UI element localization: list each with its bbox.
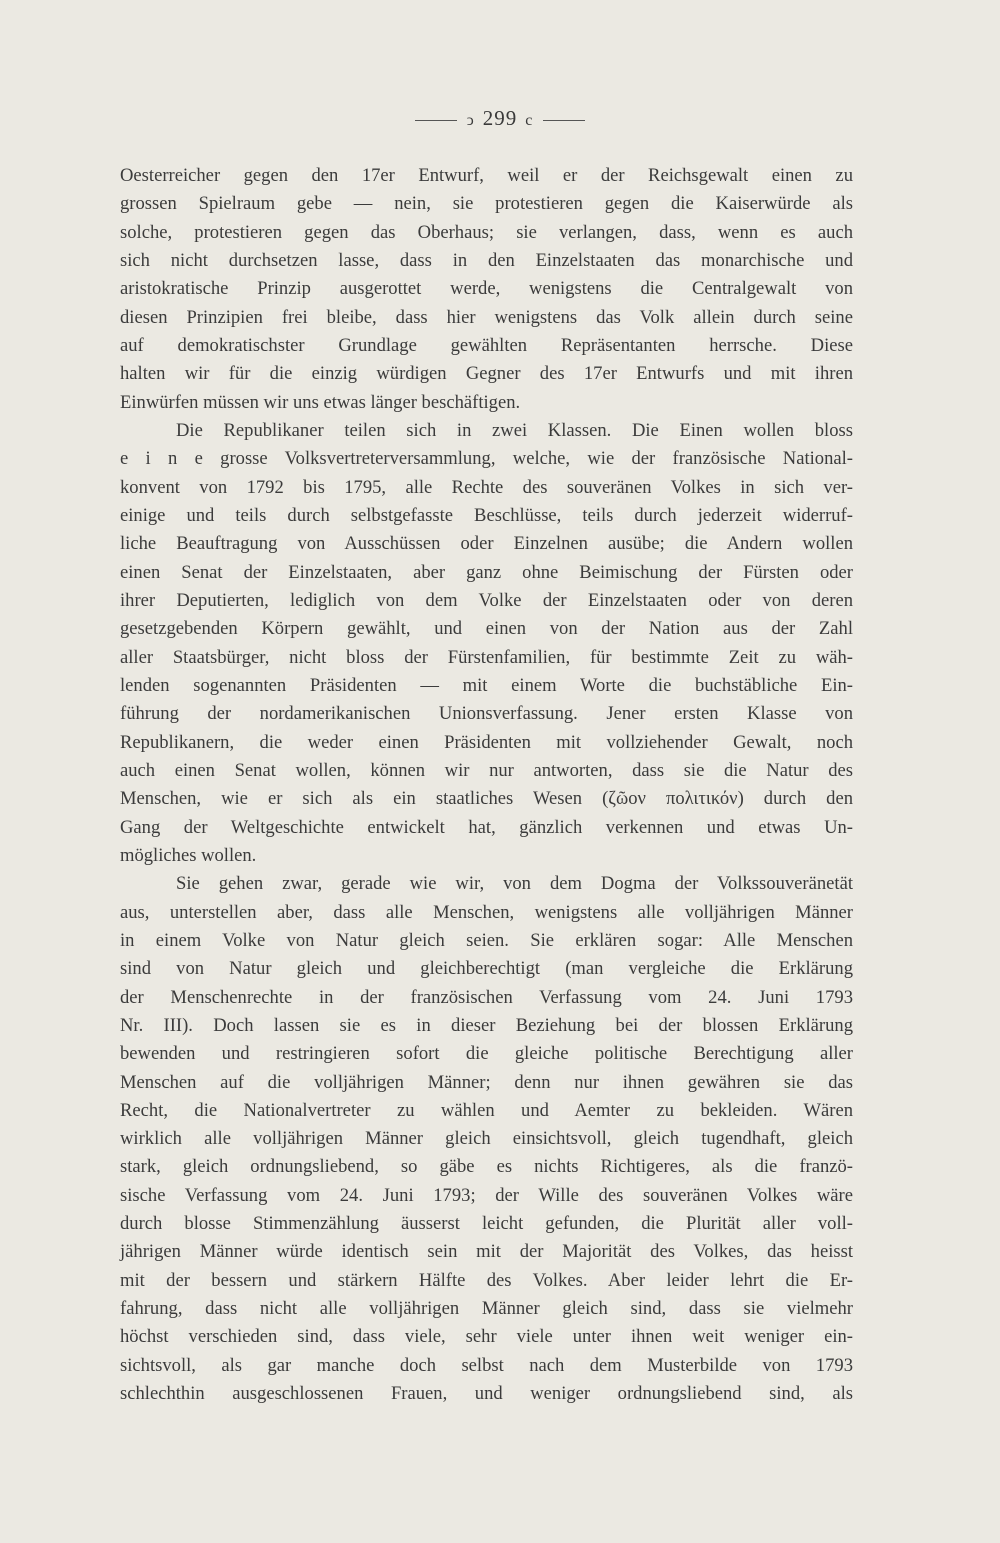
text-line: Oesterreicher gegen den 17er Entwurf, weil er der Reichsgewalt einen zu [120,165,853,186]
text-line: führung der nordamerikanischen Unionsverfassung. Jener ersten Klasse von [120,703,853,725]
left-ornament: ↄ [466,112,475,129]
text-line: einen Senat der Einzelstaaten, aber ganz ohne Beimischung der Fürsten oder [120,561,853,583]
text-line: solche, protestieren gegen das Oberhaus; sie verlangen, dass, wenn es auch [120,221,853,243]
text-line: Nr. III). Doch lassen sie es in dieser Beziehung bei der blossen Erklärung [120,1014,853,1036]
text-line: schlechthin ausgeschlossenen Frauen, und weniger ordnungsliebend sind, als [120,1383,853,1405]
text-line: Menschen, wie er sich als ein staatliches Wesen (ζῶον πολιτικόν) durch den [120,788,853,810]
text-line: liche Beauftragung von Ausschüssen oder Einzelnen ausübe; die Andern wollen [120,533,853,555]
text-line: sich nicht durchsetzen lasse, dass in den Einzelstaaten das monarchische und [120,249,853,271]
text-line: jährigen Männer würde identisch sein mit der Majorität des Volkes, das heisst [120,1241,853,1263]
text-line: einige und teils durch selbstgefasste Beschlüsse, teils durch jederzeit widerruf- [120,504,853,526]
page-number: 299 [482,106,518,130]
text-line: halten wir für die einzig würdigen Gegner des 17er Entwurfs und mit ihren [120,363,853,385]
text-line: aus, unterstellen aber, dass alle Menschen, wenigstens alle volljährigen Männer [120,901,853,923]
text-line: stark, gleich ordnungsliebend, so gäbe es nichts Richtigeres, als die franzö- [120,1156,853,1178]
text-line: Recht, die Nationalvertreter zu wählen und Aemter zu bekleiden. Wären [120,1099,853,1121]
text-line: auch einen Senat wollen, können wir nur antworten, dass sie die Natur des [120,759,853,781]
text-line: wirklich alle volljährigen Männer gleich einsichtsvoll, gleich tugendhaft, gleich [120,1128,853,1150]
text-line: sind von Natur gleich und gleichberechtigt (man vergleiche die Erklärung [120,958,853,980]
right-rule [543,120,585,121]
running-head [0,106,1000,131]
text-line: in einem Volke von Natur gleich seien. Sie erklären sogar: Alle Menschen [120,929,853,951]
text-line: lenden sogenannten Präsidenten — mit einem Worte die buchstäbliche Ein- [120,674,853,696]
text-line: fahrung, dass nicht alle volljährigen Männer gleich sind, dass sie vielmehr [120,1298,853,1320]
text-line: Die Republikaner teilen sich in zwei Klassen. Die Einen wollen bloss [176,419,853,441]
text-line: auf demokratischster Grundlage gewählten Repräsentanten herrsche. Diese [120,334,853,356]
text-line: aristokratische Prinzip ausgerottet werde, wenigstens die Centralgewalt von [120,278,853,300]
text-line: mit der bessern und stärkern Hälfte des Volkes. Aber leider lehrt die Er- [120,1269,853,1291]
text-line: gesetzgebenden Körpern gewählt, und einen von der Nation aus der Zahl [120,618,853,640]
text-line: Menschen auf die volljährigen Männer; denn nur ihnen gewähren sie das [120,1071,853,1093]
text-line: sichtsvoll, als gar manche doch selbst nach dem Musterbilde von 1793 [120,1354,853,1376]
text-line: sische Verfassung vom 24. Juni 1793; der Wille des souveränen Volkes wäre [120,1184,853,1206]
right-ornament: c [525,112,534,129]
text-line: e i n e grosse Volksvertreterversammlung, welche, wie der französische National- [120,448,853,470]
text-line: Sie gehen zwar, gerade wie wir, von dem Dogma der Volkssouveränetät [176,873,853,895]
text-line: Republikanern, die weder einen Präsidenten mit vollziehender Gewalt, noch [120,731,853,753]
text-line: grossen Spielraum gebe — nein, sie protestieren gegen die Kaiserwürde als [120,193,853,215]
text-line: Gang der Weltgeschichte entwickelt hat, gänzlich verkennen und etwas Un- [120,816,853,838]
left-rule [415,120,457,121]
text-line: konvent von 1792 bis 1795, alle Rechte des souveränen Volkes in sich ver- [120,476,853,498]
text-line: Einwürfen müssen wir uns etwas länger beschäftigen. [120,391,521,413]
text-line: diesen Prinzipien frei bleibe, dass hier wenigstens das Volk allein durch seine [120,306,853,328]
text-line: ihrer Deputierten, lediglich von dem Volke der Einzelstaaten oder von deren [120,589,853,611]
text-line: bewenden und restringieren sofort die gleiche politische Berechtigung aller [120,1043,853,1065]
text-line: der Menschenrechte in der französischen Verfassung vom 24. Juni 1793 [120,986,853,1008]
text-line: aller Staatsbürger, nicht bloss der Fürstenfamilien, für bestimmte Zeit zu wäh- [120,646,853,668]
text-line: höchst verschieden sind, dass viele, sehr viele unter ihnen weit weniger ein- [120,1326,853,1348]
text-line: durch blosse Stimmenzählung äusserst leicht gefunden, die Plurität aller voll- [120,1213,853,1235]
body-text [120,162,853,1408]
text-line: mögliches wollen. [120,844,257,866]
